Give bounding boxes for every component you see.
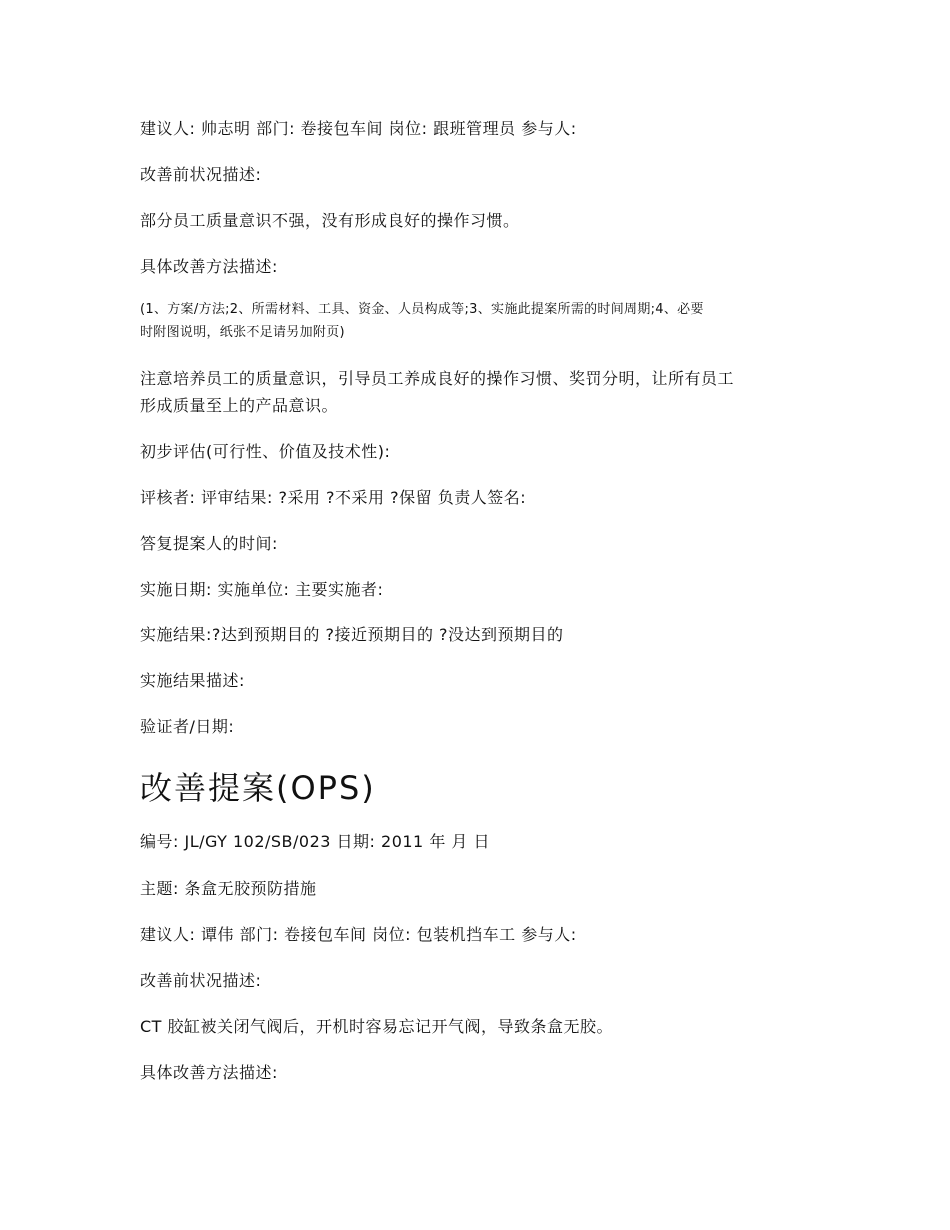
- result-description-label: 实施结果描述:: [140, 671, 245, 690]
- proposer-line-2: 建议人: 谭伟 部门: 卷接包车间 岗位: 包装机挡车工 参与人:: [140, 925, 577, 944]
- before-status-label-2: 改善前状况描述:: [140, 971, 262, 990]
- verifier-line: 验证者/日期:: [140, 717, 235, 736]
- result-line: 实施结果:?达到预期目的 ?接近预期目的 ?没达到预期目的: [140, 625, 564, 644]
- before-status-text: 部分员工质量意识不强，没有形成良好的操作习惯。: [140, 211, 520, 230]
- number-date-line: 编号: JL/GY 102/SB/023 日期: 2011 年 月 日: [140, 832, 490, 851]
- method-label: 具体改善方法描述:: [140, 257, 278, 276]
- method-hint-line-2: 时附图说明，纸张不足请另加附页): [140, 325, 345, 340]
- method-text-line-2: 形成质量至上的产品意识。: [140, 396, 339, 415]
- evaluation-label: 初步评估(可行性、价值及技术性):: [140, 442, 391, 461]
- reply-time-line: 答复提案人的时间:: [140, 534, 278, 553]
- method-text-line-1: 注意培养员工的质量意识，引导员工养成良好的操作习惯、奖罚分明，让所有员工: [140, 369, 735, 388]
- proposal-title: 改善提案(OPS): [140, 769, 376, 807]
- implementation-line: 实施日期: 实施单位: 主要实施者:: [140, 580, 384, 599]
- subject-line: 主题: 条盒无胶预防措施: [140, 879, 317, 898]
- review-line: 评核者: 评审结果: ?采用 ?不采用 ?保留 负责人签名:: [140, 488, 527, 507]
- method-label-2: 具体改善方法描述:: [140, 1063, 278, 1082]
- before-status-text-2: CT 胶缸被关闭气阀后，开机时容易忘记开气阀，导致条盒无胶。: [140, 1017, 614, 1036]
- before-status-label: 改善前状况描述:: [140, 165, 262, 184]
- method-hint-line-1: (1、方案/方法;2、所需材料、工具、资金、人员构成等;3、实施此提案所需的时间周期;4、必要: [140, 302, 704, 317]
- proposer-line: 建议人: 帅志明 部门: 卷接包车间 岗位: 跟班管理员 参与人:: [140, 119, 577, 138]
